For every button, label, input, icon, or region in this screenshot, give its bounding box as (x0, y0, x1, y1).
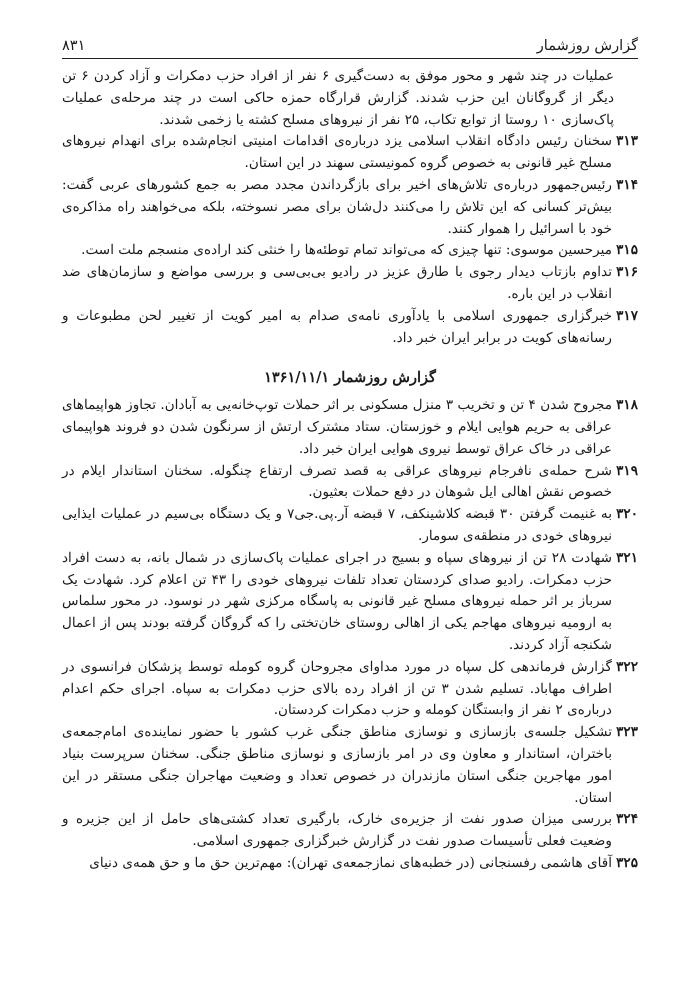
entry-text: شهادت ۲۸ تن از نیروهای سپاه و بسیج در اجرای عملیات پاک‌سازی در شمال بانه، به دست افراد حزب دمکرات. رادیو صدای کردستان تعداد تلفات نیروهای خودی را ۴۳ تن اعلام کرد. شهادت یک سرباز بر اثر حمله نیروهای مسلح غیر قانونی به پاسگاه مرکزی شهر در نوسود. در محور سلماس به ارومیه نیروهای مهاجم یکی از اهالی روستای خان‌تختی را که گروگان گرفته بودند پس از اعمال شکنجه آزاد کردند. (62, 549, 612, 653)
continued-paragraph: عملیات در چند شهر و محور موفق به دست‌گیری ۶ نفر از افراد حزب دمکرات و آزاد کردن ۶ تن دیگر از گروگانان این حزب شدند. گزارش قرارگاه حمزه حاکی است در چند مرحله‌ی عملیات پاک‌سازی ۱۰ روستا از توابع تکاب، ۲۵ نفر از نیروهای مسلح کشته یا زخمی شدند. (62, 68, 615, 128)
list-item (62, 262, 638, 306)
entry-text: سخنان رئیس دادگاه انقلاب اسلامی یزد درباره‌ی اقدامات امنیتی انجام‌شده برای انهدام نیروهای مسلح غیر قانونی به خصوص گروه کمونیستی سهند در این استان. (62, 133, 612, 172)
list-item (62, 395, 638, 460)
entry-number: ۳۱۳ (616, 133, 638, 150)
entry-number: ۳۱۵ (616, 242, 638, 259)
entry-text: رئیس‌جمهور درباره‌ی تلاش‌های اخیر برای بازگرداندن مجدد مصر به جمع کشورهای عربی گفت: بیش‌تر کسانی که این تلاش را می‌کنند دل‌شان برای مصر نسوخته، بلکه می‌خواهند راه مذاکره‌ی خود با اسرائیل را هموار کنند. (62, 176, 612, 237)
entry-number: ۳۲۱ (616, 549, 638, 566)
entry-text: خبرگزاری جمهوری اسلامی با یادآوری نامه‌ی صدام به امیر کویت از تغییر لحن مطبوعات و رسانه‌های کویت در برابر ایران خبر داد. (62, 307, 612, 346)
entries-list-b (62, 395, 638, 875)
entry-text: مجروح شدن ۴ تن و تخریب ۳ منزل مسکونی بر اثر حملات توپ‌خانه‌یی به آبادان. تجاوز هواپیماهای عراقی به حریم هوایی ایلام و خوزستان. ستاد مشترک ارتش از سرنگون شدن دو فروند هواپیمای عراقی در خاک عراق توسط نیروی هوایی ایران خبر داد. (62, 397, 612, 457)
entry-text: میرحسین موسوی: تنها چیزی که می‌تواند تمام توطئه‌ها را خنثی کند اراده‌ی منسجم ملت است. (81, 242, 612, 259)
entry-text: تداوم بازتاب دیدار رجوی با طارق عزیز در رادیو بی‌بی‌سی و بررسی مواضع و سازمان‌های ضد انقلاب در این باره. (62, 264, 612, 302)
entry-number: ۳۱۹ (616, 462, 638, 479)
entry-number: ۳۱۸ (616, 397, 638, 414)
entry-number: ۳۱۶ (616, 264, 638, 281)
list-item (62, 809, 638, 853)
page-number: ۸۳۱ (62, 38, 86, 54)
section-title: گزارش روزشمار ۱۳۶۱/۱۱/۱ (264, 369, 436, 387)
list-item (62, 657, 638, 722)
entry-text: تشکیل جلسه‌ی بازسازی و نوسازی مناطق جنگی غرب کشور با حضور نماینده‌ی امام‌جمعه‌ی باختران، استاندار و معاون وی در امر بازسازی و نوسازی مناطق جنگی. سخنان سرپرست بنیاد امور مهاجرین جنگی استان مازندران در خصوص تعداد و وضعیت مهاجران جنگی مستقر در این استان. (62, 724, 612, 806)
list-item (62, 853, 638, 875)
running-header (62, 32, 638, 54)
list-item (62, 461, 638, 505)
list-item (62, 240, 638, 262)
list-item (62, 175, 638, 240)
entry-number: ۳۲۰ (616, 506, 638, 523)
entry-number: ۳۱۷ (616, 307, 638, 324)
list-item (62, 504, 638, 548)
list-item (62, 131, 638, 175)
entry-text: آقای هاشمی رفسنجانی (در خطبه‌های نمازجمعه‌ی تهران): مهم‌ترین حق ما و حق همه‌ی دنیای (89, 854, 612, 871)
entry-text: شرح حمله‌ی نافرجام نیروهای عراقی به قصد تصرف ارتفاع چنگوله. سخنان استاندار ایلام در خصوص نقش اهالی ایل شوهان در دفع حملات بعثیون. (62, 462, 612, 501)
list-item (62, 548, 638, 657)
list-item (62, 722, 638, 809)
entry-text: گزارش فرماندهی کل سپاه در مورد مداوای مجروحان گروه کومله توسط پزشکان فرانسوی در اطراف مهاباد. تسلیم شدن ۳ تن از افراد رده بالای حزب دمکرات به سپاه. اجرای حکم اعدام درباره‌ی ۲ نفر از وابستگان کومله و حزب دمکرات کردستان. (62, 658, 613, 719)
entries-list-a (62, 131, 638, 349)
body-text (62, 66, 638, 875)
header-rule (62, 58, 638, 59)
list-item (62, 306, 638, 350)
entry-number: ۳۲۴ (616, 811, 638, 828)
entry-number: ۳۱۴ (616, 176, 638, 193)
entry-text: بررسی میزان صدور نفت از جزیره‌ی خارک، بارگیری تعداد کشتی‌های حامل از این جزیره و وضعیت فعلی تأسیسات صدور نفت در گزارش خبرگزاری جمهوری اسلامی. (62, 811, 612, 850)
entry-number: ۳۲۳ (616, 724, 638, 741)
entry-text: به غنیمت گرفتن ۳۰ قبضه کلاشینکف، ۷ قبضه آر.پی.جی۷ و یک دستگاه بی‌سیم در عملیات ایذایی نیروهای خودی در منطقه‌ی سومار. (62, 506, 612, 544)
entry-number: ۳۲۵ (616, 854, 638, 871)
entry-number: ۳۲۲ (616, 658, 638, 675)
header-title: گزارش روزشمار (536, 38, 638, 54)
